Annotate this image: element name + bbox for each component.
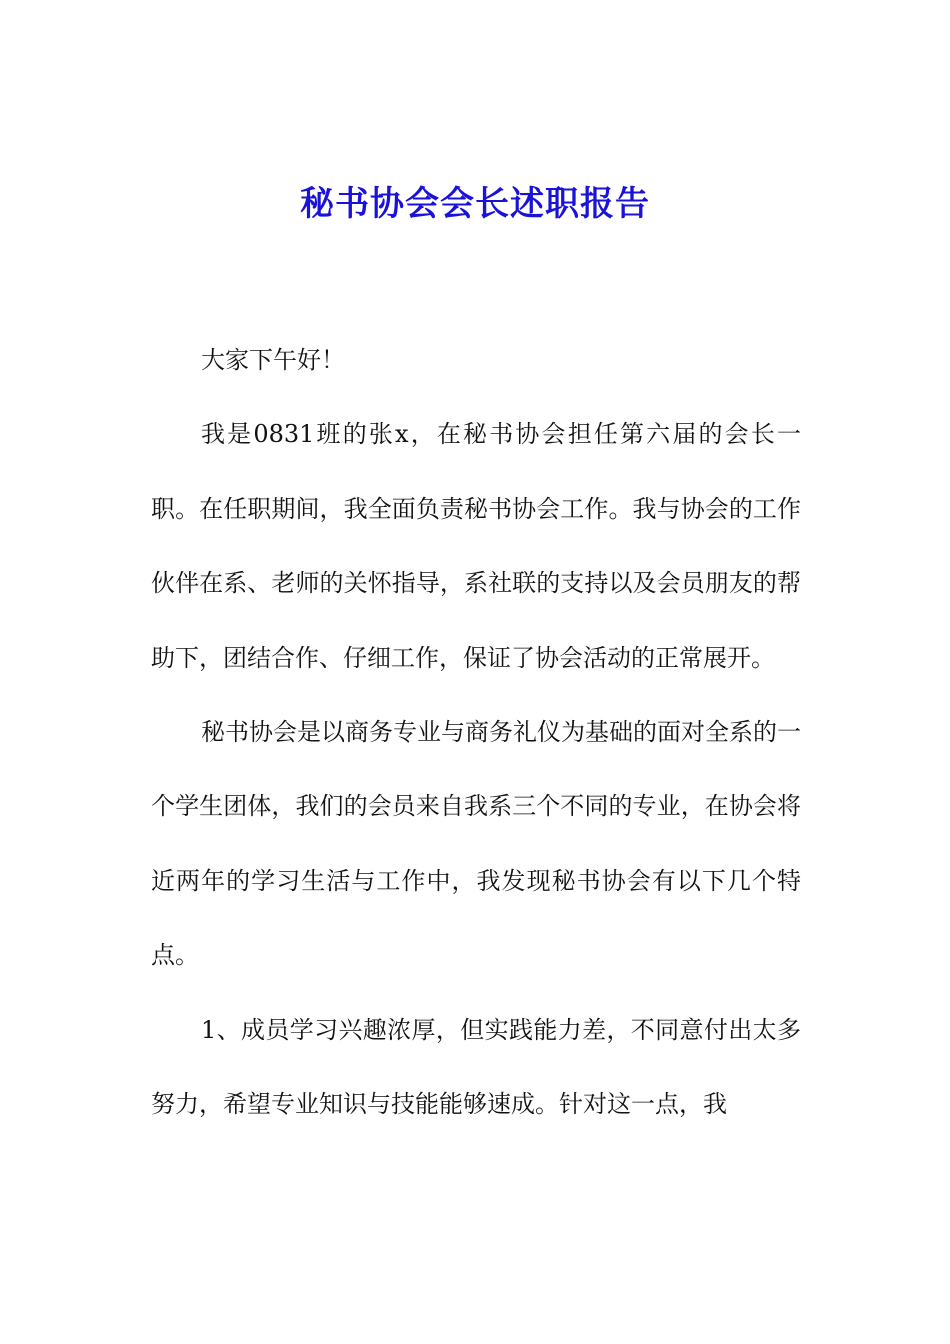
paragraph-greeting: 大家下午好！ — [201, 346, 345, 374]
paragraph-introduction: 我是0831班的张x，在秘书协会担任第六届的会长一职。在任职期间，我全面负责秘书协会工作。我与协会的工作伙伴在系、老师的关怀指导，系社联的支持以及会员朋友的帮助下，团结合作、仔细工作，保证了协会活动的正常展开。 — [151, 420, 801, 672]
paragraph-point-1: 1、成员学习兴趣浓厚，但实践能力差，不同意付出太多努力，希望专业知识与技能能够速成。针对这一点，我 — [151, 1015, 801, 1119]
document-title: 秘书协会会长述职报告 — [300, 184, 650, 224]
paragraph-association-overview: 秘书协会是以商务专业与商务礼仪为基础的面对全系的一个学生团体，我们的会员来自我系三个不同的专业，在协会将近两年的学习生活与工作中，我发现秘书协会有以下几个特点。 — [151, 718, 801, 970]
document-body — [151, 323, 801, 1141]
